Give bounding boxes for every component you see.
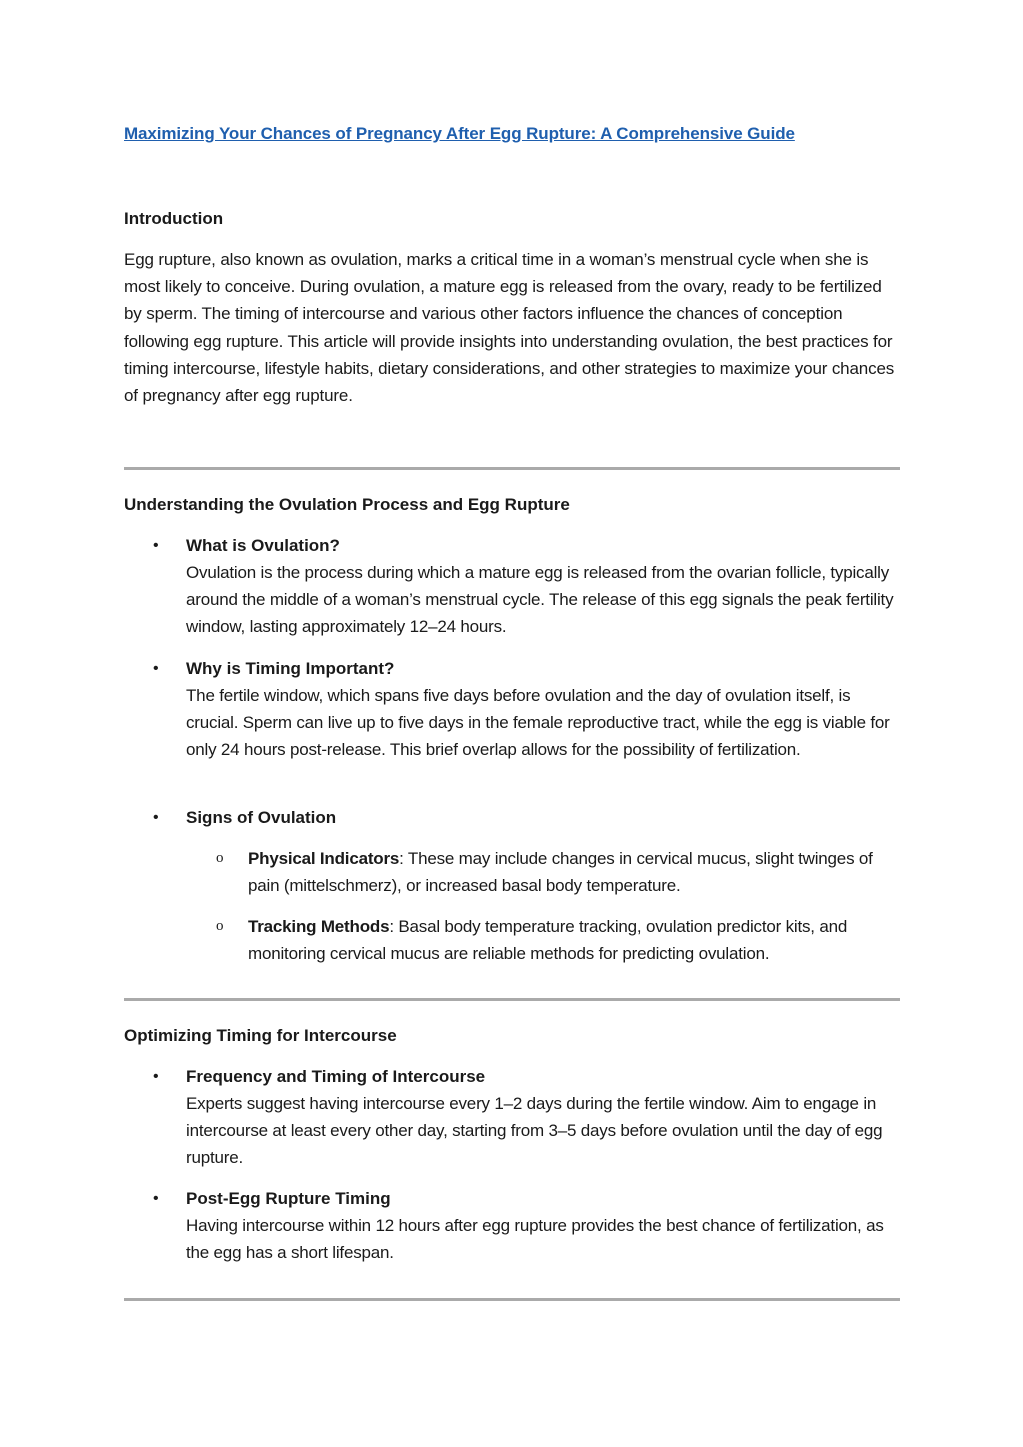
bullet-text: The fertile window, which spans five days before ovulation and the day of ovulation itself, is crucial. Sperm can live up to five days in the female reproductive tract, while the egg is viable for only 24 hours post-release. This brief overlap allows for the possibility of fertilization.	[186, 686, 890, 760]
sub-item-text	[248, 845, 900, 899]
bullet-text: Experts suggest having intercourse every 1–2 days during the fertile window. Aim to engage in intercourse at least every other day, starting from 3–5 days before ovulation until the day of egg rupture.	[186, 1094, 883, 1168]
bullet-icon: •	[153, 1068, 159, 1085]
document-title-link[interactable]: Maximizing Your Chances of Pregnancy After Egg Rupture: A Comprehensive Guide	[124, 124, 795, 143]
bullet-icon: •	[153, 537, 159, 554]
section-divider	[124, 467, 900, 470]
section2-heading: Optimizing Timing for Intercourse	[124, 1026, 397, 1045]
bullet-icon: •	[153, 809, 159, 826]
bullet-text: Having intercourse within 12 hours after egg rupture provides the best chance of fertilization, as the egg has a short lifespan.	[186, 1216, 884, 1263]
bullet-icon: •	[153, 1190, 159, 1207]
sub-bullet-icon: o	[216, 918, 224, 934]
bullet-text: Ovulation is the process during which a mature egg is released from the ovarian follicle, typically around the middle of a woman’s menstrual cycle. The release of this egg signals the peak fertility window, lasting approximately 12–24 hours.	[186, 563, 894, 637]
sub-item-desc: : These may include changes in cervical mucus, slight twinges of pain (mittelschmerz), or increased basal body temperature.	[248, 849, 873, 896]
bullet-title: Why is Timing Important?	[186, 659, 395, 678]
intro-paragraph: Egg rupture, also known as ovulation, marks a critical time in a woman’s menstrual cycle when she is most likely to conceive. During ovulation, a mature egg is released from the ovary, ready to be fertilized by sperm. The timing of intercourse and various other factors influence the chances of conception following egg rupture. This article will provide insights into understanding ovulation, the best practices for timing intercourse, lifestyle habits, dietary considerations, and other strategies to maximize your chances of pregnancy after egg rupture.	[124, 250, 895, 406]
sub-item-label: Physical Indicators	[248, 849, 400, 868]
section1-heading: Understanding the Ovulation Process and Egg Rupture	[124, 495, 570, 514]
sub-item-text	[248, 913, 900, 967]
sub-bullet-icon: o	[216, 850, 224, 866]
bullet-title: Frequency and Timing of Intercourse	[186, 1067, 486, 1086]
sub-item-label: Tracking Methods	[248, 917, 390, 936]
bullet-title: Signs of Ovulation	[186, 808, 337, 827]
section-divider	[124, 998, 900, 1001]
sub-item-desc: : Basal body temperature tracking, ovulation predictor kits, and monitoring cervical mucus are reliable methods for predicting ovulation.	[248, 917, 848, 964]
bullet-title: What is Ovulation?	[186, 536, 340, 555]
intro-heading: Introduction	[124, 209, 224, 228]
section-divider	[124, 1298, 900, 1301]
bullet-title: Post-Egg Rupture Timing	[186, 1189, 391, 1208]
bullet-icon: •	[153, 660, 159, 677]
